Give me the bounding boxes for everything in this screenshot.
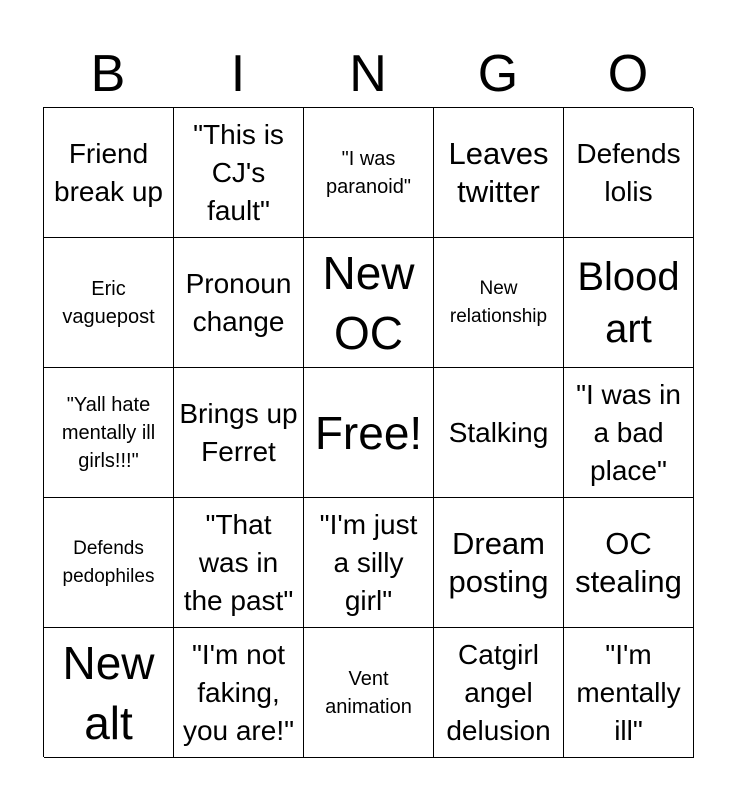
bingo-cell[interactable] [564,108,694,238]
bingo-cell[interactable] [434,238,564,368]
bingo-cell[interactable] [434,498,564,628]
bingo-cell[interactable] [44,108,174,238]
bingo-cell[interactable] [174,108,304,238]
bingo-cell[interactable] [174,368,304,498]
cell-text: New alt [62,636,155,749]
bingo-cell[interactable] [174,628,304,758]
header-letter-g: G [477,45,519,103]
header-letter-n: N [349,45,387,103]
cell-text: Defends lolis [576,137,681,207]
header-letter-i: I [230,45,246,103]
cell-text: "Yall hate mentally ill girls!!!" [61,393,156,472]
cell-text: Brings up Ferret [179,397,298,467]
cell-text: "That was in the past" [183,508,294,616]
bingo-cell[interactable] [174,498,304,628]
cell-text: Blood art [577,254,680,351]
cell-text: "I'm just a silly girl" [319,508,418,616]
cell-text: Stalking [448,416,549,448]
cell-text: New relationship [449,277,548,327]
cell-text: Friend break up [54,137,163,207]
bingo-cell[interactable] [434,108,564,238]
cell-text: OC stealing [575,525,682,599]
bingo-cell[interactable] [304,108,434,238]
cell-text: Leaves twitter [448,135,549,209]
header-letter-b: B [90,45,126,103]
cell-text: Pronoun change [185,267,292,337]
header-letter-o: O [607,45,649,103]
bingo-cell[interactable] [564,368,694,498]
bingo-cell[interactable] [304,238,434,368]
bingo-cell[interactable] [44,238,174,368]
cell-text: Dream posting [448,525,549,599]
cell-text: Vent animation [325,667,412,718]
bingo-cell[interactable] [174,238,304,368]
cell-text: Catgirl angel delusion [446,638,551,746]
bingo-cell[interactable] [564,628,694,758]
bingo-cell[interactable] [564,498,694,628]
bingo-cell[interactable] [304,498,434,628]
cell-text: "I'm not faking, you are!" [182,638,295,746]
bingo-header [43,40,693,108]
bingo-cell[interactable] [44,498,174,628]
cell-text: New OC [322,246,415,359]
cell-text: "I was paranoid" [326,147,411,198]
bingo-cell[interactable] [434,628,564,758]
cell-text: Defends pedophiles [62,537,155,587]
bingo-grid [43,107,693,757]
bingo-cell[interactable] [434,368,564,498]
bingo-cell[interactable] [564,238,694,368]
cell-text: Eric vaguepost [62,277,155,328]
cell-text: Free! [314,406,423,459]
cell-text: "I'm mentally ill" [576,638,681,746]
cell-text: "This is CJ's fault" [193,118,284,226]
bingo-cell[interactable] [304,628,434,758]
bingo-cell[interactable] [44,628,174,758]
bingo-cell[interactable] [44,368,174,498]
cell-text: "I was in a bad place" [576,378,681,486]
free-space[interactable] [304,368,434,498]
